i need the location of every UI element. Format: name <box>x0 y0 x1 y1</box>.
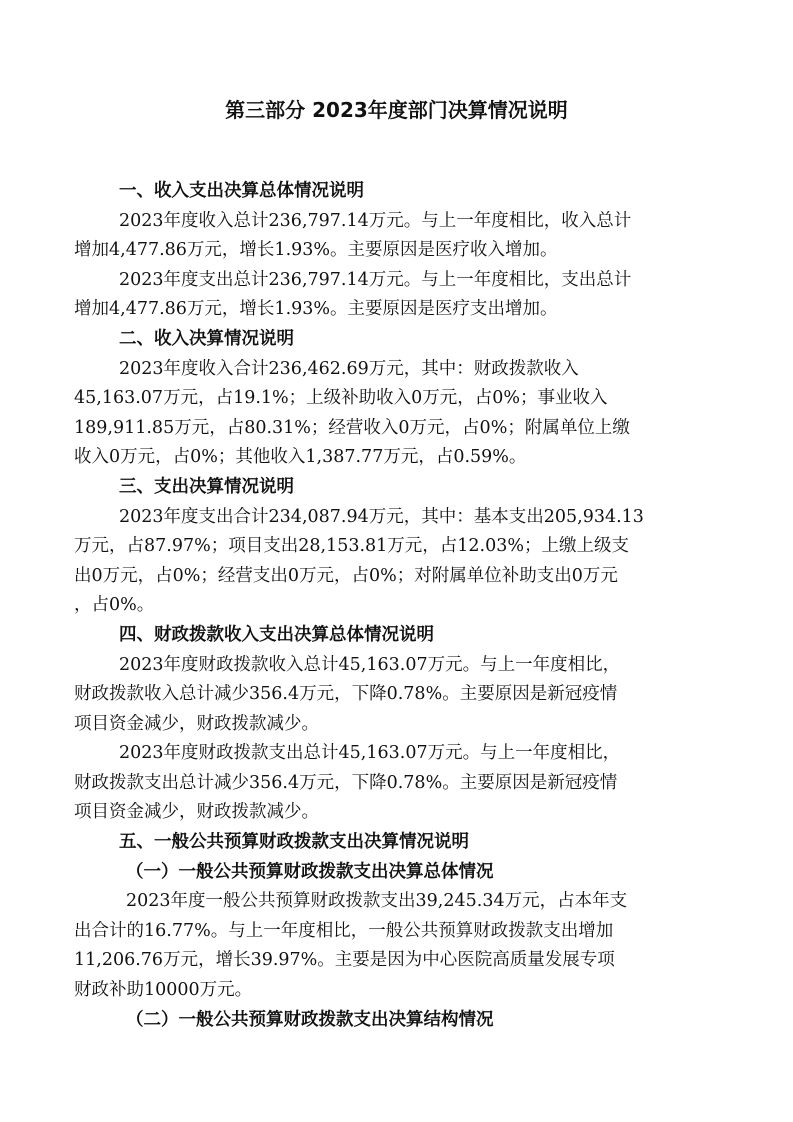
section-heading-1: 一、收入支出决算总体情况说明 <box>119 181 364 201</box>
paragraph-line: 收入0万元，占0%；其他收入1,387.77万元，占0.59%。 <box>74 447 527 468</box>
paragraph-line: 45,163.07万元，占19.1%；上级补助收入0万元，占0%；事业收入 <box>74 388 608 409</box>
paragraph-line: 2023年度收入总计236,797.14万元。与上一年度相比，收入总计 <box>119 210 632 231</box>
paragraph-line: 财政拨款收入总计减少356.4万元，下降0.78%。主要原因是新冠疫情 <box>74 684 618 705</box>
paragraph-line: 项目资金减少，财政拨款减少。 <box>74 713 319 734</box>
paragraph-line: 2023年度财政拨款收入总计45,163.07万元。与上一年度相比， <box>119 654 621 675</box>
paragraph-line: 2023年度支出合计234,087.94万元，其中：基本支出205,934.13 <box>119 506 644 527</box>
paragraph-line: 11,206.76万元，增长39.97%。主要是因为中心医院高质量发展专项 <box>74 950 615 971</box>
paragraph-line: 增加4,477.86万元，增长1.93%。主要原因是医疗收入增加。 <box>74 240 558 261</box>
paragraph-line: 出合计的16.77%。与上一年度相比，一般公共预算财政拨款支出增加 <box>74 920 614 941</box>
paragraph-line: 财政拨款支出总计减少356.4万元，下降0.78%。主要原因是新冠疫情 <box>74 772 618 793</box>
section-heading-3: 三、支出决算情况说明 <box>119 476 294 497</box>
section-heading-2: 二、收入决算情况说明 <box>119 328 294 349</box>
section-heading-4: 四、财政拨款收入支出决算总体情况说明 <box>119 624 434 645</box>
paragraph-line: 2023年度收入合计236,462.69万元，其中：财政拨款收入 <box>119 358 579 379</box>
subsection-heading-2: （二）一般公共预算财政拨款支出决算结构情况 <box>126 1009 494 1030</box>
paragraph-line: 万元，占87.97%；项目支出28,153.81万元，占12.03%；上缴上级支 <box>74 536 630 557</box>
subsection-heading-1: （一）一般公共预算财政拨款支出决算总体情况 <box>126 861 494 882</box>
paragraph-line: 2023年度支出总计236,797.14万元。与上一年度相比，支出总计 <box>119 269 632 290</box>
document-body <box>74 177 719 1035</box>
paragraph-line: 189,911.85万元，占80.31%；经营收入0万元，占0%；附属单位上缴 <box>74 417 630 438</box>
section-heading-5: 五、一般公共预算财政拨款支出决算情况说明 <box>119 832 469 853</box>
paragraph-line: 2023年度财政拨款支出总计45,163.07万元。与上一年度相比， <box>119 743 621 764</box>
paragraph-line: 财政补助10000万元。 <box>74 980 253 1001</box>
paragraph-line: 项目资金减少，财政拨款减少。 <box>74 802 319 823</box>
paragraph-line: 增加4,477.86万元，增长1.93%。主要原因是医疗支出增加。 <box>74 299 558 320</box>
paragraph-line: 出0万元，占0%；经营支出0万元，占0%；对附属单位补助支出0万元 <box>74 565 618 586</box>
page-title: 第三部分 2023年度部门决算情况说明 <box>225 98 568 122</box>
paragraph-line: ，占0%。 <box>74 595 155 616</box>
paragraph-line: 2023年度一般公共预算财政拨款支出39,245.34万元，占本年支 <box>126 891 628 912</box>
